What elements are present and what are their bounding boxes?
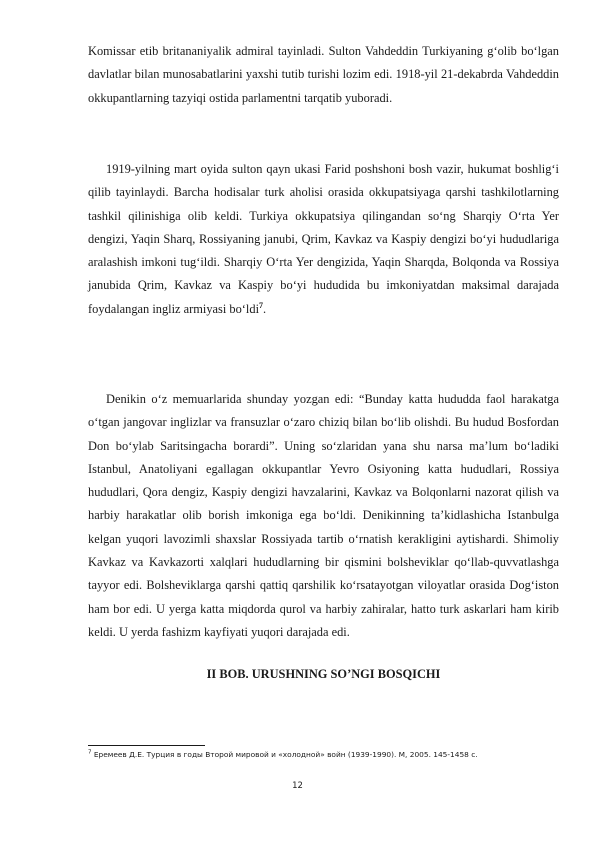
paragraph-1: Komissar etib britananiyalik admiral tayinladi. Sulton Vahdeddin Turkiyaning g‘olib bo‘lgan davlatlar bilan munosabatlarini yaxshi tutib turishi lozim edi. 1918-yil 21-dekabrda Vahdeddin okkupantlarning tazyiqi ostida parlamentni tarqatib yuboradi. xyxy=(88,44,559,105)
page-number: 12 xyxy=(292,781,303,791)
footnote-reference[interactable]: 7 xyxy=(259,300,264,310)
footnote-separator xyxy=(88,745,205,746)
paragraph-2-text: 1919-yilning mart oyida sulton qayn ukasi Farid poshshoni bosh vazir, hukumat boshlig‘i qilib tayinlaydi. Barcha hodisalar turk aholisi orasida okkupatsiyaga qarshi tashkilotlarning tashkil qilinishiga olib keldi. Turkiya okkupatsiya qilingandan so‘ng Sharqiy O‘rta Yer dengizi, Yaqin Sharq, Rossiyaning janubi, Qrim, Kavkaz va Kaspiy dengizi bo‘yi hududlariga aralashish imkoni tug‘ildi. Sharqiy O‘rta Yer dengizida, Yaqin Sharqda, Bolqonda va Rossiya janubida Qrim, Kavkaz va Kaspiy bo‘yi hududida bu imkoniyatdan maksimal darajada foydalangan ingliz armiyasi bo‘ldi xyxy=(88,162,559,316)
paragraph-2 xyxy=(88,158,559,321)
paragraph-3: Denikin o‘z memuarlarida shunday yozgan edi: “Bunday katta hududda faol harakatga o‘tgan jangovar inglizlar va fransuzlar o‘zaro chiziq bilan bo‘lib olishdi. Bu hudud Bosfordan Don bo‘ylab Saritsingacha borardi”. Uning so‘zlaridan yana shu narsa ma’lum bo‘ladiki Istanbul, Anatoliyani egallagan okkupantlar Yevro Osiyoning katta hududlari, Rossiya hududlari, Qora dengiz, Kaspiy dengizi havzalarini, Kavkaz va Bolqonlarni nazorat qilish va harbiy harakatlar olib borish imkoniga ega bo‘ldi. Denikinning ta’kidlashicha Istanbulga kelgan yuqori lavozimli shaxslar Rossiyada tartib o‘rnatish kerakligini aytishardi. Shimoliy Kavkaz va Kavkazorti xalqlari hududlarning bir qismini bolsheviklar qo‘llab-quvvatlashga tayyor edi. Bolsheviklarga qarshi qattiq qarshilik ko‘rsatayotgan viloyatlar orasida Dog‘iston ham bor edi. U yerga katta miqdorda qurol va harbiy zahiralar, hatto turk askarlari ham kirib keldi. U yerda fashizm kayfiyati yuqori darajada edi. xyxy=(88,392,559,639)
paragraph-2-end: . xyxy=(263,301,267,316)
footnote xyxy=(88,750,559,759)
chapter-heading: II BOB. URUSHNING SO’NGI BOSQICHI xyxy=(206,667,441,681)
footnote-text: Еремеев Д.Е. Турция в годы Второй мировой и «холодной» войн (1939-1990). М, 2005. 145-1458 с. xyxy=(91,750,478,759)
footnote-number: 7 xyxy=(88,749,92,756)
